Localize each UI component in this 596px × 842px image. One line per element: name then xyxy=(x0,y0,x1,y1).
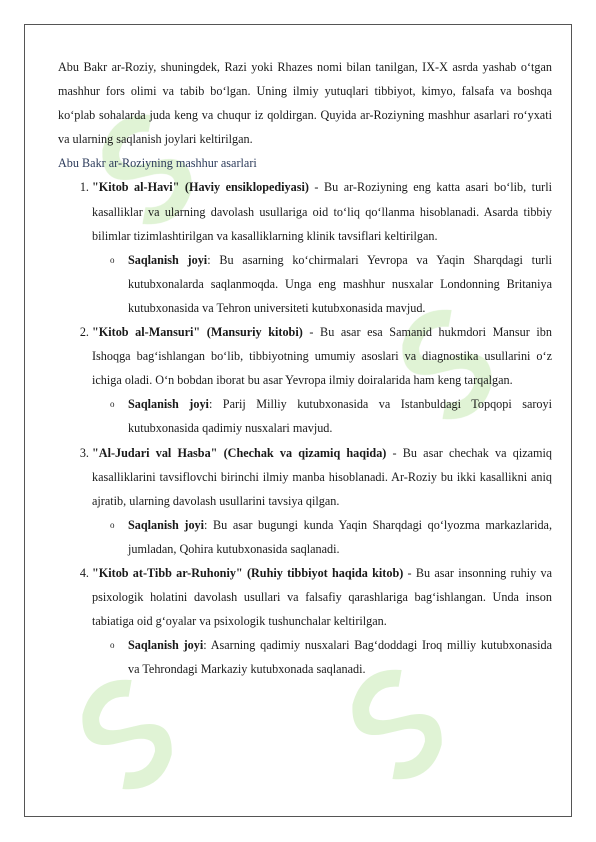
work-description: - Bu asar insonning ruhiy va psixologik holatini davolash usullari va falsafiy qarashlariga bag‘ishlangan. Unda inson tabiatiga oid g‘oyalar va psixologik tushunchalar keltirilgan. xyxy=(92,565,552,629)
work-title: "Al-Judari val Hasba" (Chechak va qizamiq haqida) xyxy=(92,445,387,460)
bullet-icon: o xyxy=(110,519,115,530)
storage-list xyxy=(92,392,552,440)
work-title: "Kitob al-Havi" (Haviy ensiklopediyasi) xyxy=(92,180,309,195)
storage-text: : Bu asarning ko‘chirmalari Yevropa va Yaqin Sharqdagi turli kutubxonalarda saqlanmoqda. Unga eng mashhur nusxalar Londonning Britaniya kutubxonasida va Tehron universiteti kutubxonasida mavjud. xyxy=(128,252,552,315)
work-description: - Bu asar esa Samanid hukmdori Mansur ibn Ishoqga bag‘ishlangan bo‘lib, tibbiyotning umumiy asoslari va diagnostika usullarini o‘z ichiga oladi. O‘n bobdan iborat bu asar Yevropa ilmiy doiralarida ham keng tarqalgan. xyxy=(92,325,552,388)
work-item xyxy=(92,320,552,440)
storage-list xyxy=(92,633,552,681)
storage-label: Saqlanish joyi xyxy=(128,638,204,653)
storage-text: : Parij Milliy kutubxonasida va Istanbuldagi Topqopi saroyi kutubxonasida qadimiy nusxalari mavjud. xyxy=(128,397,552,436)
storage-text: : Bu asar bugungi kunda Yaqin Sharqdagi qo‘lyozma markazlarida, jumladan, Qohira kutubxonasida saqlanadi. xyxy=(128,517,552,556)
document-body xyxy=(58,55,552,681)
storage-item xyxy=(110,248,552,320)
bullet-icon: o xyxy=(110,254,115,265)
storage-label: Saqlanish joyi xyxy=(128,252,208,267)
storage-item xyxy=(110,392,552,440)
storage-label: Saqlanish joyi xyxy=(128,397,209,412)
work-title: "Kitob al-Mansuri" (Mansuriy kitobi) xyxy=(92,325,303,340)
work-title: "Kitob at-Tibb ar-Ruhoniy" (Ruhiy tibbiyot haqida kitob) xyxy=(92,565,404,580)
storage-list xyxy=(92,513,552,561)
work-description: - Bu ar-Roziyning eng katta asari bo‘lib, turli kasalliklar va ularning davolash usullariga oid to‘liq qo‘llanma hisoblanadi. Asarda tibbiy bilimlar tizimlashtirilgan va kasalliklarning klinik tavsiflari keltirilgan. xyxy=(92,180,552,243)
work-item xyxy=(92,441,552,561)
work-item xyxy=(92,175,552,320)
bullet-icon: o xyxy=(110,399,115,410)
work-description: - Bu asar chechak va qizamiq kasalliklarini tavsiflovchi birinchi ilmiy manba hisoblanadi. Ar-Roziy bu ikki kasallikni aniq ajratib, ularning davolash usullarini tavsiya qilgan. xyxy=(92,445,552,508)
intro-paragraph: Abu Bakr ar-Roziy, shuningdek, Razi yoki Rhazes nomi bilan tanilgan, IX-X asrda yashab o‘tgan mashhur fors olimi va tabib bo‘lgan. Uning ilmiy yutuqlari tibbiyot, kimyo, falsafa va boshqa ko‘plab sohalarda juda keng va chuqur iz qoldirgan. Quyida ar-Roziyning mashhur asarlari ro‘yxati va ularning saqlanish joylari keltirilgan. xyxy=(58,60,552,147)
works-list xyxy=(58,175,552,681)
storage-item xyxy=(110,633,552,681)
storage-text: : Asarning qadimiy nusxalari Bag‘doddagi Iroq milliy kutubxonasida va Tehrondagi Markaziy kutubxonada saqlanadi. xyxy=(128,638,552,677)
storage-list xyxy=(92,248,552,320)
section-heading: Abu Bakr ar-Roziyning mashhur asarlari xyxy=(58,156,257,171)
storage-item xyxy=(110,513,552,561)
storage-label: Saqlanish joyi xyxy=(128,517,205,532)
bullet-icon: o xyxy=(110,640,115,651)
work-item xyxy=(92,561,552,681)
